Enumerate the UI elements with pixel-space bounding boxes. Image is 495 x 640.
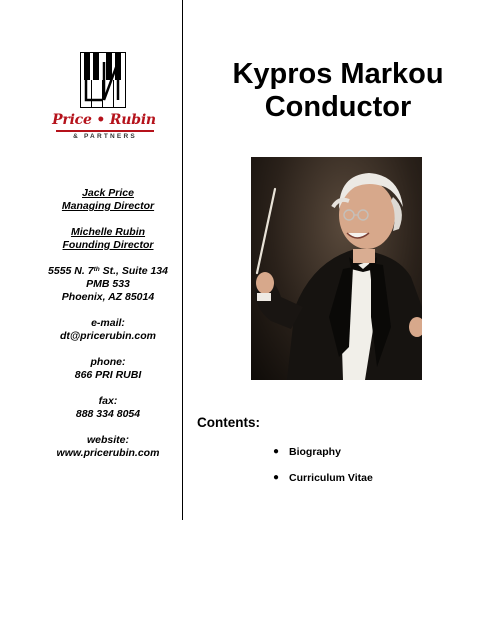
- email-link[interactable]: dt@pricerubin.com: [60, 330, 156, 342]
- bullet-icon: ●: [273, 472, 280, 483]
- page-title: [214, 58, 462, 124]
- price-rubin-logo: [48, 52, 160, 144]
- email-label: e-mail:: [91, 317, 125, 329]
- website-label: website:: [86, 434, 129, 446]
- brand-name: Price • Rubin: [52, 112, 156, 128]
- fax-number: 888 334 8054: [75, 408, 141, 420]
- address-line-3: Phoenix, AZ 85014: [61, 291, 155, 303]
- contents-heading: Contents:: [197, 415, 260, 430]
- artist-role: Conductor: [264, 91, 412, 123]
- brand-underline: [56, 130, 154, 132]
- contents-list: [273, 446, 373, 498]
- person2-title: Founding Director: [62, 239, 154, 251]
- bullet-icon: ●: [273, 446, 280, 457]
- list-item-label: Biography: [289, 446, 341, 458]
- address-line-1: 5555 N. 7th St., Suite 134: [48, 265, 168, 277]
- conductor-illustration: [251, 157, 422, 380]
- website-link[interactable]: www.pricerubin.com: [56, 447, 160, 459]
- list-item[interactable]: [273, 472, 373, 498]
- conductor-photo: [251, 157, 422, 380]
- contact-block: [28, 187, 188, 460]
- list-item-label: Curriculum Vitae: [289, 472, 373, 484]
- phone-label: phone:: [90, 356, 126, 368]
- phone-number: 866 PRI RUBI: [74, 369, 142, 381]
- piano-keys-icon: [80, 52, 126, 108]
- person2-name: Michelle Rubin: [70, 226, 146, 238]
- address-line-2: PMB 533: [86, 278, 130, 290]
- person1-name: Jack Price: [82, 187, 134, 199]
- artist-name: Kypros Markou: [232, 58, 444, 90]
- fax-label: fax:: [98, 395, 118, 407]
- brand-subtitle: & PARTNERS: [73, 133, 137, 140]
- list-item[interactable]: [273, 446, 373, 472]
- person1-title: Managing Director: [61, 200, 155, 212]
